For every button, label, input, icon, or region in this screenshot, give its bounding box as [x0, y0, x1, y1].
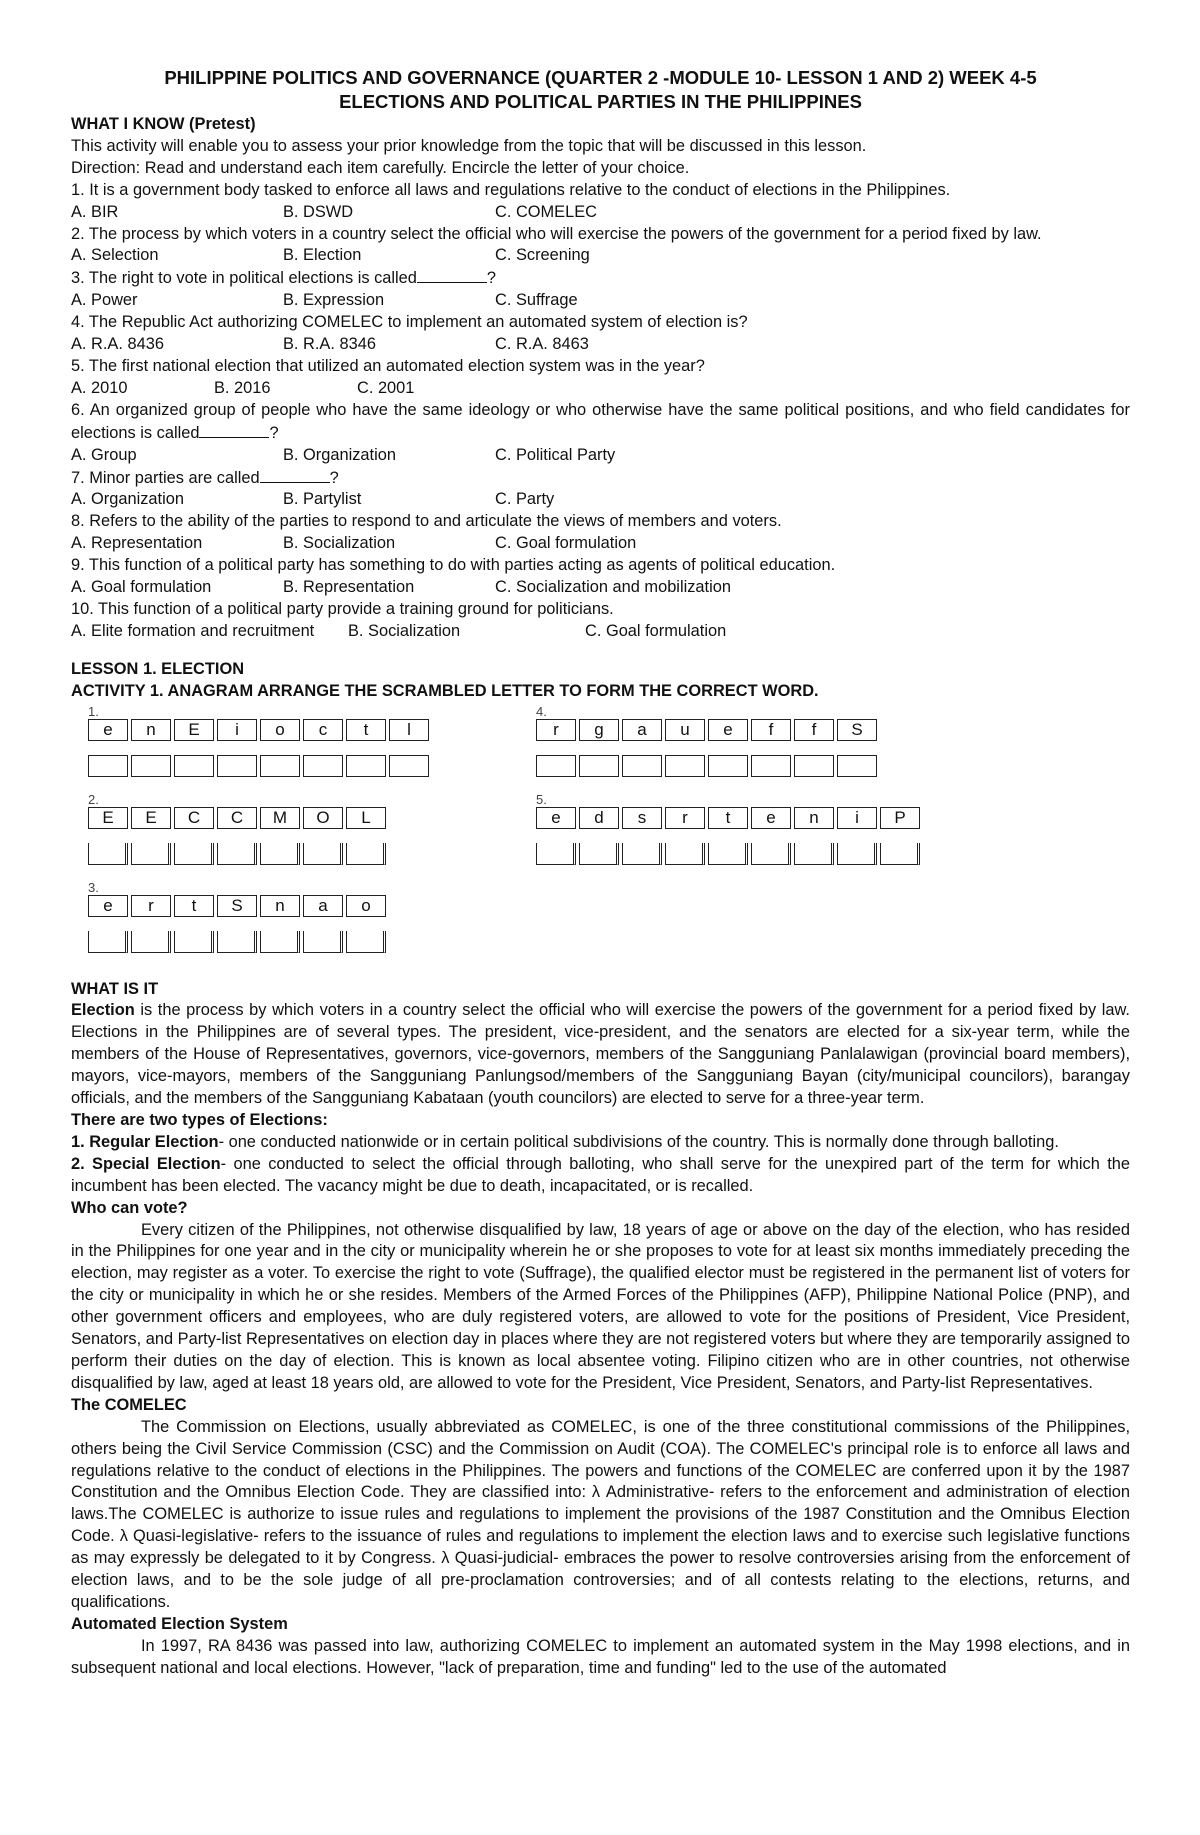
who-can-vote-paragraph: Every citizen of the Philippines, not otherwise disqualified by law, 18 years of age or above on the day of the election, who has resided in the Philippines for one year and in the city or municipality wherein he or she proposes to vote for at least six months immediately preceding the election, may register as a voter. To exercise the right to vote (Suffrage), the qualified elector must be registered in the permanent list of voters for the city or municipality in which he or she resides. Members of the Armed Forces of the Philippines (AFP), Philippine National Police (PNP), and other government officers and employees, who are duly registered voters, are allowed to vote for the positions of President, Vice President, Senators, and Party-list Representatives on election day in places where they are not registered voters but where they are temporarily assigned to perform their duties on the day of election. This is known as local absentee voting. Filipino citizen who are in other countries, not otherwise disqualified by law, aged at least 18 years old, are allowed to vote for the President, Vice President, Senators, and Party-list Representatives.: [71, 1220, 1130, 1392]
anagram-activity: [71, 705, 1130, 967]
election-term: Election: [71, 1001, 135, 1020]
answer-choice[interactable]: B. Organization: [283, 445, 396, 464]
letter-tile: s: [622, 807, 662, 829]
anagram-puzzle: [88, 793, 389, 879]
answer-choice[interactable]: B. Expression: [283, 291, 385, 310]
scrambled-letters: [88, 807, 389, 831]
answer-choice[interactable]: A. Power: [71, 291, 138, 310]
letter-tile: r: [536, 719, 576, 741]
anagram-puzzle: [88, 881, 389, 967]
answer-box[interactable]: [88, 931, 128, 953]
answer-box[interactable]: [837, 843, 877, 865]
answer-choices: [71, 445, 1130, 467]
letter-tile: r: [665, 807, 705, 829]
answer-choices: [71, 202, 1130, 224]
letter-tile: e: [536, 807, 576, 829]
answer-choice[interactable]: C. COMELEC: [495, 202, 598, 221]
answer-box[interactable]: [260, 755, 300, 777]
answer-boxes: [536, 843, 923, 867]
election-paragraph: [71, 1000, 1130, 1110]
letter-tile: C: [217, 807, 257, 829]
answer-choice[interactable]: A. Goal formulation: [71, 578, 212, 597]
answer-box[interactable]: [536, 843, 576, 865]
comelec-heading: The COMELEC: [71, 1395, 187, 1414]
answer-choices: [71, 533, 1130, 555]
answer-blank: [260, 467, 330, 483]
answer-box[interactable]: [708, 843, 748, 865]
answer-choice[interactable]: A. R.A. 8436: [71, 335, 164, 354]
letter-tile: t: [346, 719, 386, 741]
answer-choices: [71, 290, 1130, 312]
module-subtitle: ELECTIONS AND POLITICAL PARTIES IN THE PHILIPPINES: [339, 91, 862, 112]
answer-box[interactable]: [174, 755, 214, 777]
question-text: 4. The Republic Act authorizing COMELEC to implement an automated system of election is?: [71, 313, 748, 332]
answer-choice[interactable]: C. Political Party: [495, 445, 616, 464]
answer-choice[interactable]: B. Election: [283, 246, 362, 265]
answer-box[interactable]: [217, 843, 257, 865]
answer-choice[interactable]: C. Socialization and mobilization: [495, 578, 731, 597]
module-title: PHILIPPINE POLITICS AND GOVERNANCE (QUARTER 2 -MODULE 10- LESSON 1 AND 2) WEEK 4-5: [164, 67, 1037, 88]
letter-tile: n: [260, 895, 300, 917]
question-text: 2. The process by which voters in a country select the official who will exercise the powers of the government for a period fixed by law.: [71, 224, 1042, 243]
question-text: 6. An organized group of people who have the same ideology or who otherwise have the same political positions, and who field candidates for elections is called ?: [71, 400, 1130, 442]
letter-tile: e: [708, 719, 748, 741]
answer-box[interactable]: [303, 843, 343, 865]
comelec-paragraph: The Commission on Elections, usually abbreviated as COMELEC, is one of the three constitutional commissions of the Philippines, others being the Civil Service Commission (CSC) and the Commission on Audit (COA). The COMELEC's principal role is to enforce all laws and regulations relative to the conduct of elections in the Philippines. The powers and functions of the COMELEC are conferred upon it by the 1987 Constitution and the Omnibus Election Code. They are classified into: λ Administrative- refers to the enforcement and administration of election laws.The COMELEC is authorize to issue rules and regulations to implement the provisions of the 1987 Constitution and the Omnibus Election Code. λ Quasi-legislative- refers to the issuance of rules and regulations to implement the election laws and to exercise such legislative functions as may expressly be delegated to it by Congress. λ Quasi-judicial- embraces the power to resolve controversies arising from the enforcement of election laws, and to be the sole judge of all pre-proclamation controversies; and of all contests relating to the elections, returns, and qualifications.: [71, 1417, 1130, 1611]
answer-blank: [417, 267, 487, 283]
answer-choices: [71, 621, 1130, 643]
question-text: 9. This function of a political party has something to do with parties acting as agents of political education.: [71, 556, 836, 575]
what-is-it-heading: WHAT IS IT: [71, 979, 159, 998]
answer-box[interactable]: [217, 755, 257, 777]
puzzle-number: 1.: [88, 703, 99, 719]
answer-choice[interactable]: C. Party: [495, 490, 555, 509]
letter-tile: f: [751, 719, 791, 741]
answer-choice[interactable]: C. 2001: [357, 378, 415, 397]
question-text: 1. It is a government body tasked to enforce all laws and regulations relative to the conduct of elections in the Philippines.: [71, 180, 951, 199]
letter-tile: c: [303, 719, 343, 741]
letter-tile: n: [131, 719, 171, 741]
letter-tile: O: [303, 807, 343, 829]
anagram-puzzle: [536, 793, 923, 879]
answer-choice[interactable]: B. Representation: [283, 578, 415, 597]
letter-tile: o: [346, 895, 386, 917]
special-election-definition: - one conducted to select the official through balloting, who shall serve for the unexpired part of the term for which the incumbent has been elected. The vacancy might be due to death, incapacitated, or is recalled.: [71, 1154, 1130, 1195]
letter-tile: e: [751, 807, 791, 829]
answer-box[interactable]: [794, 755, 834, 777]
answer-choice[interactable]: C. Goal formulation: [495, 534, 637, 553]
scrambled-letters: [536, 807, 923, 831]
letter-tile: P: [880, 807, 920, 829]
answer-box[interactable]: [579, 755, 619, 777]
answer-box[interactable]: [837, 755, 877, 777]
letter-tile: a: [303, 895, 343, 917]
answer-box[interactable]: [880, 843, 920, 865]
answer-boxes: [88, 843, 389, 867]
answer-choice[interactable]: C. Suffrage: [495, 291, 578, 310]
answer-choice[interactable]: C. R.A. 8463: [495, 335, 589, 354]
letter-tile: E: [88, 807, 128, 829]
answer-box[interactable]: [131, 755, 171, 777]
puzzle-number: 2.: [88, 791, 99, 807]
answer-choice[interactable]: A. Group: [71, 445, 137, 464]
letter-tile: d: [579, 807, 619, 829]
question-text: 7. Minor parties are called ?: [71, 468, 339, 487]
letter-tile: t: [708, 807, 748, 829]
answer-choice[interactable]: A. BIR: [71, 202, 119, 221]
pretest-direction: Direction: Read and understand each item carefully. Encircle the letter of your choice.: [71, 158, 690, 177]
answer-choices: [71, 245, 1130, 267]
automated-election-heading: Automated Election System: [71, 1614, 288, 1633]
regular-election-term: 1. Regular Election: [71, 1132, 219, 1151]
answer-boxes: [88, 755, 432, 779]
question-text: 3. The right to vote in political elections is called ?: [71, 269, 497, 288]
answer-box[interactable]: [536, 755, 576, 777]
answer-choices: [71, 489, 1130, 511]
scrambled-letters: [88, 895, 389, 919]
answer-box[interactable]: [665, 755, 705, 777]
puzzle-number: 4.: [536, 703, 547, 719]
answer-choices: [71, 378, 1130, 400]
answer-choices: [71, 334, 1130, 356]
answer-box[interactable]: [88, 755, 128, 777]
letter-tile: S: [217, 895, 257, 917]
answer-choice[interactable]: A. Elite formation and recruitment: [71, 621, 315, 640]
special-election-paragraph: [71, 1154, 1130, 1198]
letter-tile: o: [260, 719, 300, 741]
answer-choice[interactable]: A. Representation: [71, 534, 203, 553]
answer-box[interactable]: [751, 755, 791, 777]
letter-tile: e: [88, 719, 128, 741]
answer-boxes: [536, 755, 880, 779]
anagram-puzzle: [88, 705, 432, 791]
question-text: 5. The first national election that utilized an automated election system was in the year?: [71, 356, 705, 375]
answer-box[interactable]: [131, 843, 171, 865]
answer-blank: [199, 422, 269, 438]
puzzle-number: 3.: [88, 879, 99, 895]
question-text: 10. This function of a political party provide a training ground for politicians.: [71, 599, 614, 618]
regular-election-definition: - one conducted nationwide or in certain political subdivisions of the country. This is normally done through balloting.: [218, 1132, 1059, 1151]
answer-box[interactable]: [88, 843, 128, 865]
letter-tile: r: [131, 895, 171, 917]
special-election-term: 2. Special Election: [71, 1154, 221, 1173]
answer-box[interactable]: [131, 931, 171, 953]
pretest-heading: WHAT I KNOW (Pretest): [71, 115, 256, 133]
letter-tile: t: [174, 895, 214, 917]
anagram-puzzle: [536, 705, 880, 791]
pretest-intro: This activity will enable you to assess your prior knowledge from the topic that will be discussed in this lesson.: [71, 136, 867, 155]
letter-tile: g: [579, 719, 619, 741]
answer-box[interactable]: [174, 843, 214, 865]
letter-tile: u: [665, 719, 705, 741]
answer-choice[interactable]: A. Selection: [71, 246, 159, 265]
answer-box[interactable]: [303, 755, 343, 777]
answer-choice[interactable]: A. 2010: [71, 378, 128, 397]
answer-box[interactable]: [346, 755, 386, 777]
election-definition: is the process by which voters in a country select the official who will exercise the powers of the government for a period fixed by law. Elections in the Philippines are of several types. The president, vice-president, and the senators are elected for a six-year term, while the members of the House of Representatives, governors, vice-governors, members of the Sangguniang Panlalawigan (provincial board members), mayors, vice-mayors, members of the Sangguniang Panlungsod/members of the Sangguniang Bayan (city/municipal councilors), barangay officials, and the members of the Sangguniang Kabataan (youth councilors) are elected to serve for a three-year term.: [71, 1001, 1130, 1108]
letter-tile: L: [346, 807, 386, 829]
letter-tile: E: [174, 719, 214, 741]
answer-choice[interactable]: C. Goal formulation: [585, 621, 727, 640]
answer-box[interactable]: [622, 843, 662, 865]
answer-choice[interactable]: B. 2016: [214, 378, 271, 397]
answer-box[interactable]: [260, 843, 300, 865]
letter-tile: S: [837, 719, 877, 741]
answer-box[interactable]: [303, 931, 343, 953]
question-text: 8. Refers to the ability of the parties to respond to and articulate the views of members and voters.: [71, 512, 782, 531]
answer-box[interactable]: [665, 843, 705, 865]
answer-choice[interactable]: B. Partylist: [283, 490, 362, 509]
answer-box[interactable]: [708, 755, 748, 777]
answer-box[interactable]: [346, 843, 386, 865]
letter-tile: e: [88, 895, 128, 917]
lesson-heading: LESSON 1. ELECTION: [71, 659, 245, 678]
answer-box[interactable]: [389, 755, 429, 777]
scrambled-letters: [536, 719, 880, 743]
pretest-items: [71, 180, 1130, 643]
automated-election-paragraph: In 1997, RA 8436 was passed into law, authorizing COMELEC to implement an automated system in the May 1998 elections, and in subsequent national and local elections. However, "lack of preparation, time and funding" led to the use of the automated: [71, 1636, 1130, 1677]
regular-election-paragraph: [71, 1132, 1130, 1154]
answer-box[interactable]: [217, 931, 257, 953]
letter-tile: M: [260, 807, 300, 829]
answer-box[interactable]: [794, 843, 834, 865]
answer-box[interactable]: [346, 931, 386, 953]
letter-tile: C: [174, 807, 214, 829]
answer-choice[interactable]: C. Screening: [495, 246, 590, 265]
answer-choice[interactable]: B. DSWD: [283, 202, 354, 221]
puzzle-number: 5.: [536, 791, 547, 807]
answer-choice[interactable]: B. Socialization: [348, 621, 461, 640]
scrambled-letters: [88, 719, 432, 743]
answer-box[interactable]: [174, 931, 214, 953]
answer-box[interactable]: [751, 843, 791, 865]
two-types-heading: There are two types of Elections:: [71, 1111, 328, 1129]
answer-choice[interactable]: B. R.A. 8346: [283, 335, 376, 354]
letter-tile: E: [131, 807, 171, 829]
answer-box[interactable]: [579, 843, 619, 865]
letter-tile: l: [389, 719, 429, 741]
answer-box[interactable]: [622, 755, 662, 777]
answer-choice[interactable]: A. Organization: [71, 490, 184, 509]
activity-heading: ACTIVITY 1. ANAGRAM ARRANGE THE SCRAMBLED LETTER TO FORM THE CORRECT WORD.: [71, 681, 819, 700]
letter-tile: f: [794, 719, 834, 741]
letter-tile: i: [217, 719, 257, 741]
answer-choices: [71, 577, 1130, 599]
answer-box[interactable]: [260, 931, 300, 953]
letter-tile: n: [794, 807, 834, 829]
who-can-vote-heading: Who can vote?: [71, 1198, 188, 1217]
answer-boxes: [88, 931, 389, 955]
letter-tile: a: [622, 719, 662, 741]
answer-choice[interactable]: B. Socialization: [283, 534, 396, 553]
letter-tile: i: [837, 807, 877, 829]
